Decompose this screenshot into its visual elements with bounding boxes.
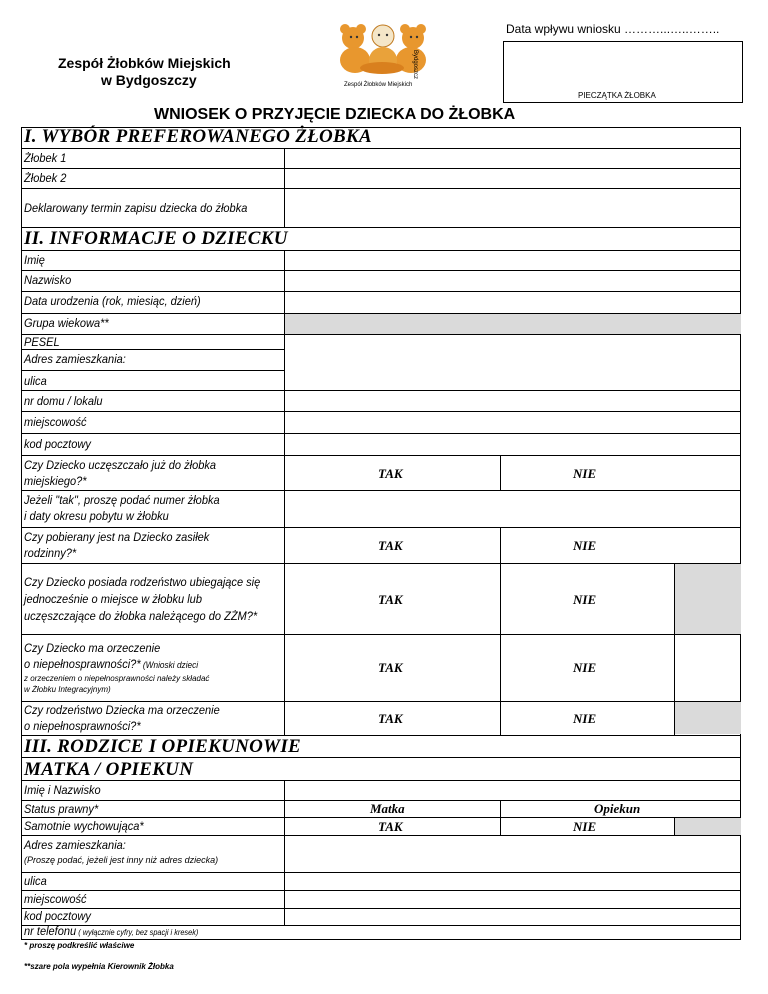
disability-note-line2: w Żłobku Integracyjnym) bbox=[24, 685, 111, 694]
first-name-field[interactable] bbox=[285, 251, 740, 270]
sibling-disability-question-line2: o niepełnosprawności?* bbox=[24, 719, 141, 733]
last-name-field[interactable] bbox=[285, 271, 740, 291]
mother-city-field[interactable] bbox=[285, 891, 740, 908]
siblings-no[interactable]: NIE bbox=[573, 592, 597, 607]
single-parent-yes[interactable]: TAK bbox=[378, 819, 403, 834]
age-group-label: Grupa wiekowa** bbox=[24, 316, 109, 330]
city-field[interactable] bbox=[285, 412, 740, 433]
postal-code-field[interactable] bbox=[285, 434, 740, 455]
sibling-disability-question-line1: Czy rodzeństwo Dziecka ma orzeczenie bbox=[24, 703, 220, 717]
attended-nursery-yes[interactable]: TAK bbox=[378, 466, 403, 481]
logo-caption: Zespół Żłobków Miejskich bbox=[344, 82, 413, 88]
siblings-question-line2: jednocześnie o miejsce w żłobku lub bbox=[24, 592, 202, 606]
mother-postal-code-label: kod pocztowy bbox=[24, 909, 91, 923]
section-2-title: II. INFORMACJE O DZIECKU bbox=[24, 228, 288, 249]
legal-status-guardian[interactable]: Opiekun bbox=[594, 801, 641, 816]
legal-status-label: Status prawny* bbox=[24, 802, 99, 816]
mother-street-field[interactable] bbox=[285, 873, 740, 890]
family-allowance-question-line2: rodzinny?* bbox=[24, 546, 77, 560]
siblings-question-line1: Czy Dziecko posiada rodzeństwo ubiegające się bbox=[24, 575, 261, 589]
mother-phone-label: nr telefonu ( wyłącznie cyfry, bez spacji i kresek) bbox=[24, 924, 199, 938]
logo bbox=[330, 20, 440, 92]
attended-nursery-no[interactable]: NIE bbox=[573, 466, 597, 481]
nursery-details-label-line1: Jeżeli "tak", proszę podać numer żłobka bbox=[24, 493, 220, 507]
family-allowance-question-line1: Czy pobierany jest na Dziecko zasiłek bbox=[24, 530, 210, 544]
single-parent-label: Samotnie wychowująca* bbox=[24, 819, 144, 833]
form-title: WNIOSEK O PRZYJĘCIE DZIECKA DO ŻŁOBKA bbox=[154, 106, 516, 123]
mother-phone-field[interactable] bbox=[285, 926, 740, 940]
nursery-details-label-line2: i daty okresu pobytu w żłobku bbox=[24, 509, 169, 523]
family-allowance-yes[interactable]: TAK bbox=[378, 538, 403, 553]
postal-code-label: kod pocztowy bbox=[24, 437, 91, 451]
attended-nursery-question-line2: miejskiego?* bbox=[24, 474, 87, 488]
date-received-label: Data wpływu wniosku ………...…..…….. bbox=[506, 22, 720, 36]
nursery-1-field[interactable] bbox=[285, 149, 740, 168]
legal-status-mother[interactable]: Matka bbox=[370, 801, 405, 816]
nursery-2-label: Żłobek 2 bbox=[24, 171, 67, 185]
disability-question-line1: Czy Dziecko ma orzeczenie bbox=[24, 641, 161, 655]
nursery-1-label: Żłobek 1 bbox=[24, 151, 67, 165]
pesel-address-field[interactable] bbox=[285, 335, 740, 390]
sibling-admin-field bbox=[674, 564, 741, 634]
nursery-details-field[interactable] bbox=[285, 491, 740, 527]
single-parent-no[interactable]: NIE bbox=[573, 819, 597, 834]
house-number-label: nr domu / lokalu bbox=[24, 394, 103, 408]
teddy-bears-logo-icon bbox=[335, 20, 435, 80]
section-1-title: I. WYBÓR PREFEROWANEGO ŻŁOBKA bbox=[24, 126, 372, 147]
attended-nursery-question-line1: Czy Dziecko uczęszczało już do żłobka bbox=[24, 458, 217, 472]
first-name-label: Imię bbox=[24, 253, 45, 267]
stamp-label: PIECZĄTKA ŻŁOBKA bbox=[578, 91, 656, 100]
enrollment-date-field[interactable] bbox=[285, 189, 740, 227]
org-name-line2: w Bydgoszczy bbox=[101, 72, 197, 88]
street-label: ulica bbox=[24, 374, 47, 388]
nursery-2-field[interactable] bbox=[285, 169, 740, 188]
mother-guardian-subtitle: MATKA / OPIEKUN bbox=[24, 759, 194, 780]
mother-address-note: (Proszę podać, jeżeli jest inny niż adres dziecka) bbox=[24, 855, 219, 865]
mother-name-label: Imię i Nazwisko bbox=[24, 783, 101, 797]
mother-name-field[interactable] bbox=[285, 781, 740, 800]
siblings-question-line3: uczęszczające do żłobka należącego do ZŻM?* bbox=[24, 609, 258, 623]
disability-question-line2: o niepełnosprawności?* (Wnioski dzieci bbox=[24, 657, 199, 671]
pesel-label: PESEL bbox=[24, 335, 60, 349]
birth-date-field[interactable] bbox=[285, 292, 740, 313]
org-name-line1: Zespół Żłobków Miejskich bbox=[58, 55, 231, 71]
footnote-gray-fields: **szare pola wypełnia Kierownik Żłobka bbox=[24, 962, 174, 971]
city-label: miejscowość bbox=[24, 415, 87, 429]
age-group-field bbox=[284, 314, 741, 334]
disability-note-line1: z orzeczeniem o niepełnosprawności należy składać bbox=[24, 674, 210, 683]
family-allowance-no[interactable]: NIE bbox=[573, 538, 597, 553]
address-label: Adres zamieszkania: bbox=[24, 352, 126, 366]
disability-yes[interactable]: TAK bbox=[378, 660, 403, 675]
mother-postal-code-field[interactable] bbox=[285, 909, 740, 925]
disability-no[interactable]: NIE bbox=[573, 660, 597, 675]
logo-side-text: Bydgoszcz bbox=[412, 50, 418, 80]
sibling-disability-no[interactable]: NIE bbox=[573, 711, 597, 726]
enrollment-date-label: Deklarowany termin zapisu dziecka do żłobka bbox=[24, 201, 248, 215]
single-parent-admin-field bbox=[674, 818, 741, 835]
siblings-yes[interactable]: TAK bbox=[378, 592, 403, 607]
birth-date-label: Data urodzenia (rok, miesiąc, dzień) bbox=[24, 294, 201, 308]
mother-address-label: Adres zamieszkania: bbox=[24, 838, 126, 852]
mother-address-field[interactable] bbox=[285, 836, 740, 872]
sibling-disability-admin-field bbox=[674, 702, 741, 734]
house-number-field[interactable] bbox=[285, 391, 740, 411]
mother-city-label: miejscowość bbox=[24, 892, 87, 906]
mother-street-label: ulica bbox=[24, 874, 47, 888]
last-name-label: Nazwisko bbox=[24, 273, 72, 287]
section-3-title: III. RODZICE I OPIEKUNOWIE bbox=[24, 736, 302, 757]
sibling-disability-yes[interactable]: TAK bbox=[378, 711, 403, 726]
footnote-underline: * proszę podkreślić właściwe bbox=[24, 941, 135, 950]
